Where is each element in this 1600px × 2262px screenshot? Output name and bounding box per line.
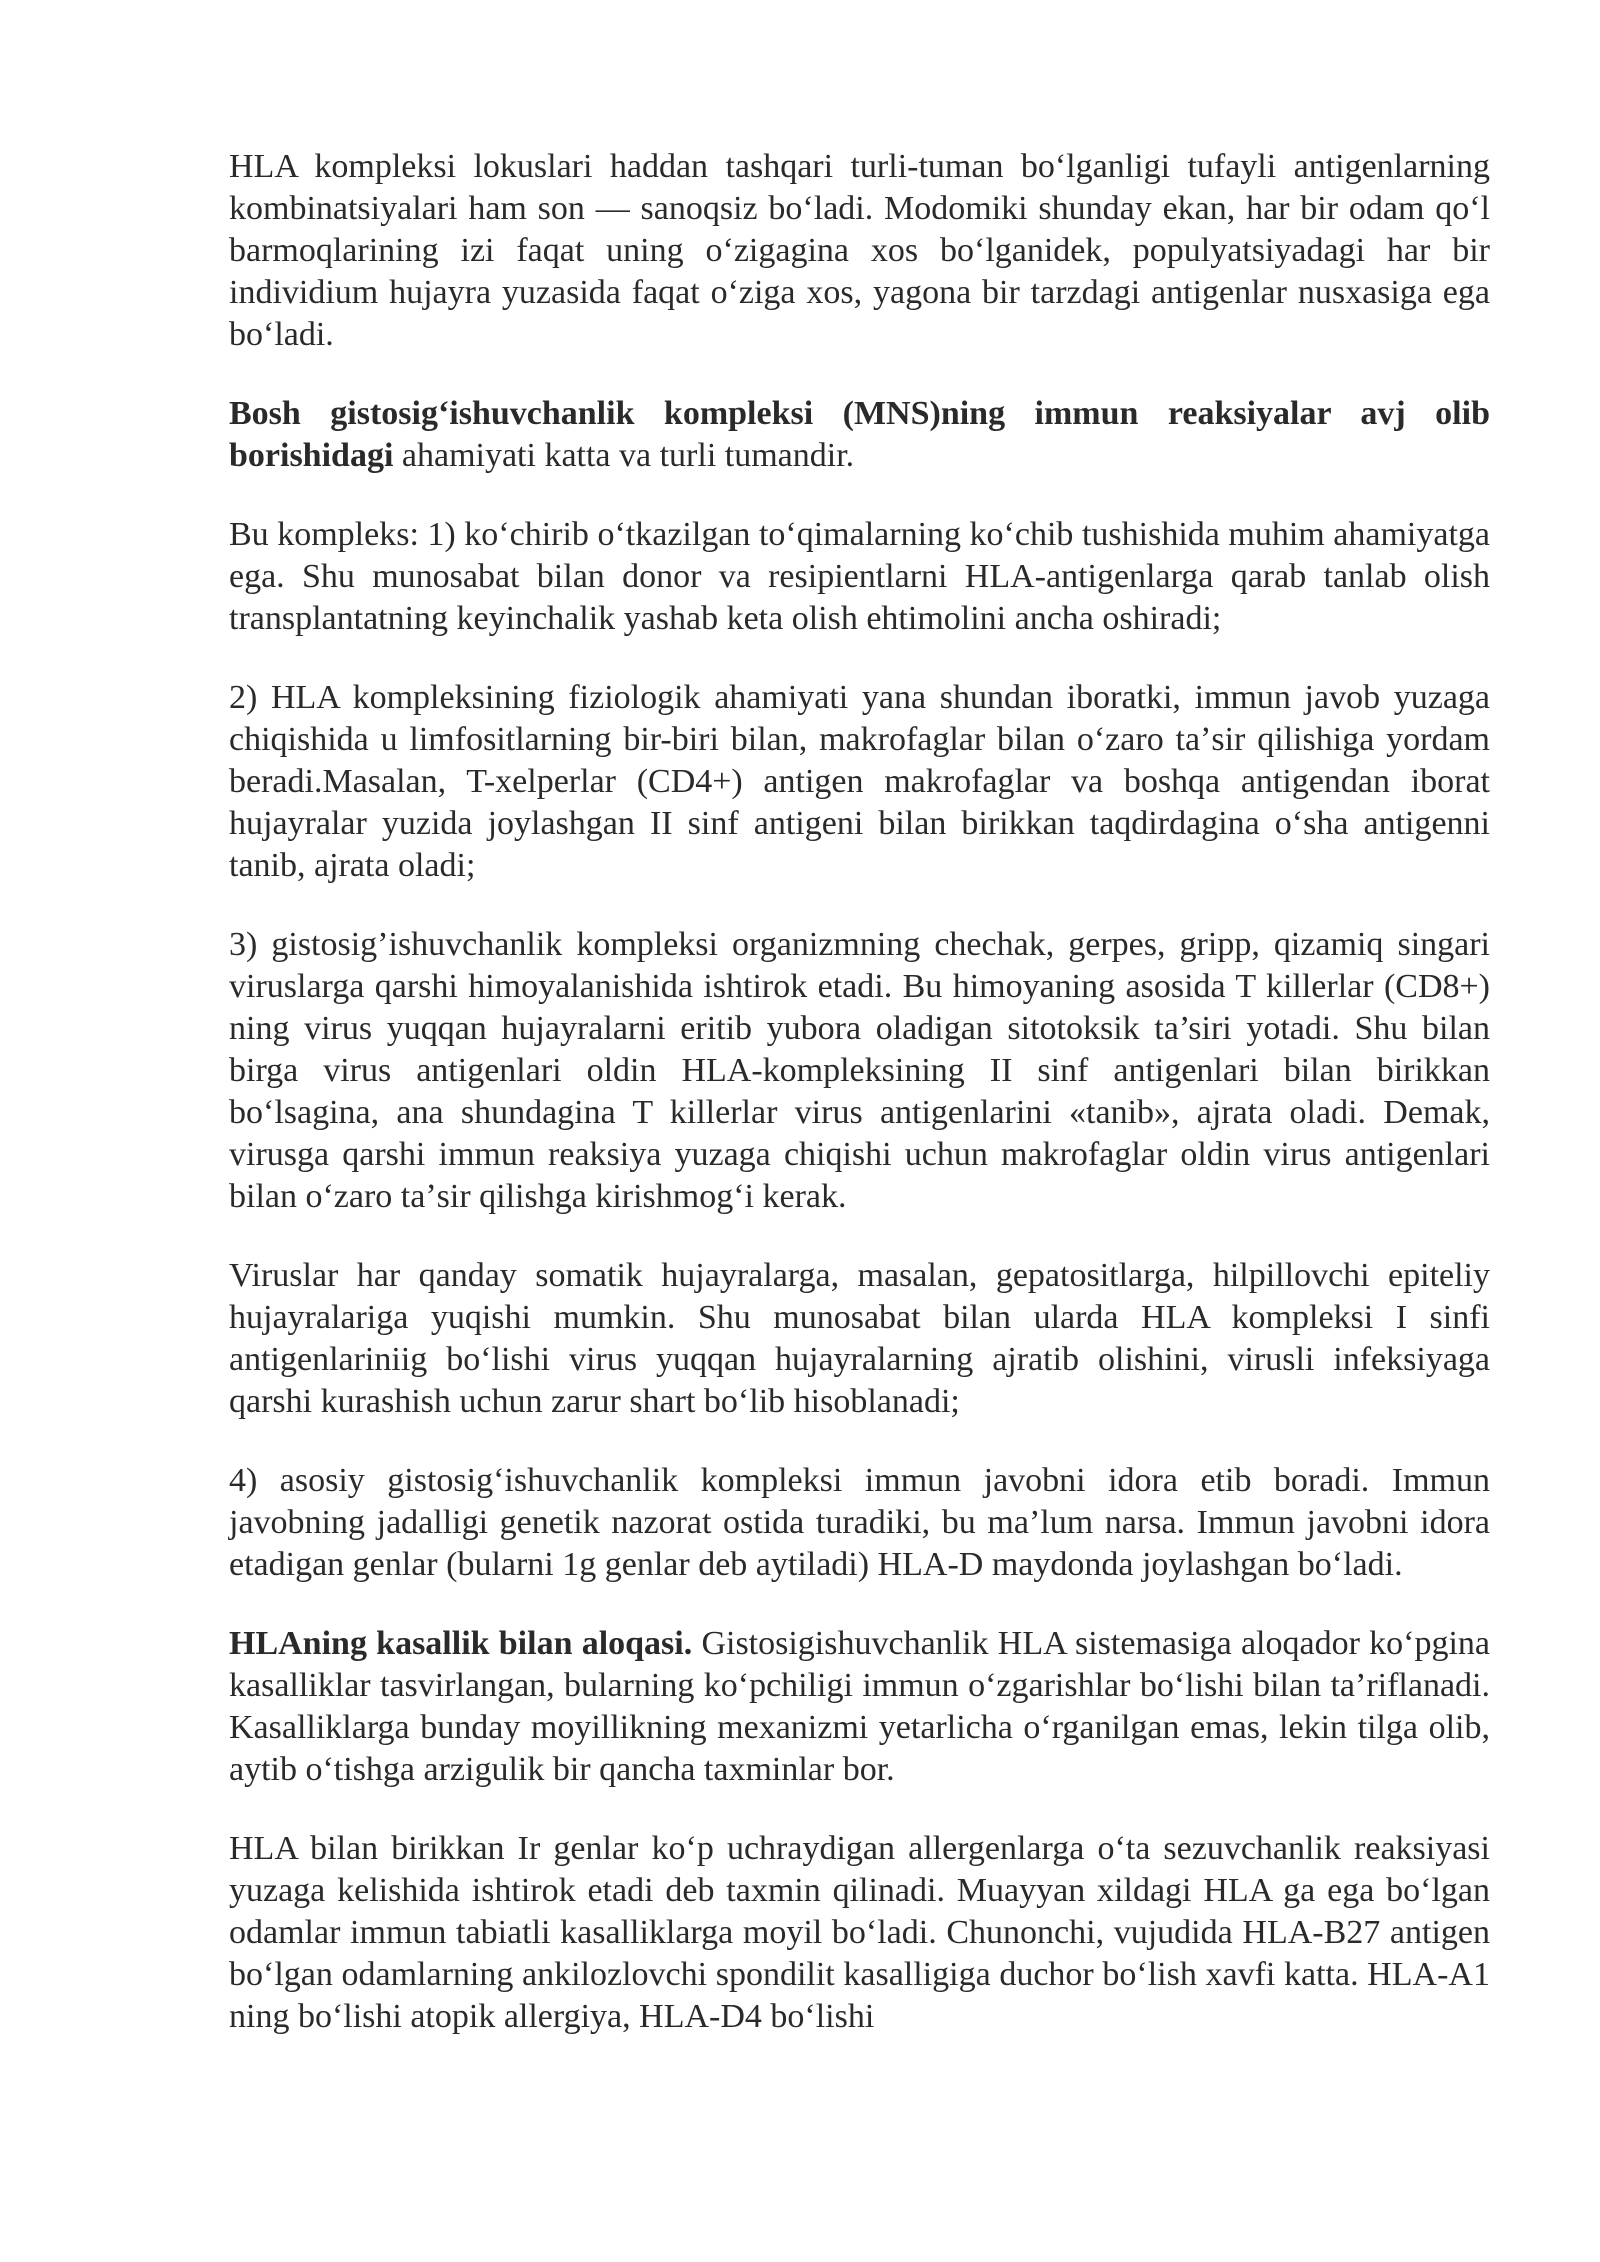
paragraph-hla-diversity: HLA kompleksi lokuslari haddan tashqari turli-tuman boʻlganligi tufayli antigenlarning kombinatsiyalari ham son — sanoqsiz boʻladi. Modomiki shunday ekan, har bir odam qoʻl barmoqlarining izi faqat uning oʻzigagina xos boʻlganidek, populyatsiyadagi har bir individium hujayra yuzasida faqat oʻziga xos, yagona bir tarzdagi antigenlar nusxasiga ega boʻladi. (229, 148, 1490, 353)
bold-heading-hla-disease: HLAning kasallik bilan aloqasi. (229, 1625, 693, 1662)
paragraph-point-3-antiviral: 3) gistosig’ishuvchanlik kompleksi organizmning chechak, gerpes, gripp, qizamiq singari viruslarga qarshi himoyalanishida ishtirok etadi. Bu himoyaning asosida T killerlar (CD8+) ning virus yuqqan hujayralarni eritib yubora oladigan sitotoksik ta’siri yotadi. Shu bilan birga virus antigenlari oldin HLA-kompleksining II sinf antigenlari bilan birikkan boʻlsagina, ana shundagina T killerlar virus antigenlarini «tanib», ajrata oladi. Demak, virusga qarshi immun reaksiya yuzaga chiqishi uchun makrofaglar oldin virus antigenlari bilan oʻzaro taʼsir qilishga kirishmogʻi kerak. (229, 926, 1490, 1215)
document-page (229, 146, 1490, 2075)
paragraph-mns-significance (229, 393, 1490, 477)
bold-heading-mns: Bosh gistosigʻishuvchanlik kompleksi (MNS)ning immun reaksiyalar avj olib borishidagi (229, 395, 1490, 474)
paragraph-hla-disease (229, 1623, 1490, 1791)
paragraph-ir-genes: HLA bilan birikkan Ir genlar ko‘p uchraydigan allergenlarga oʻta sezuvchanlik reaksiyasi yuzaga kelishida ishtirok etadi deb taxmin qilinadi. Muayyan xildagi HLA ga ega boʻlgan odamlar immun tabiatli kasalliklarga moyil boʻladi. Chunonchi, vujudida HLA-B27 antigen boʻlgan odamlarning ankilozlovchi spondilit kasalligiga duchor boʻlish xavfi katta. HLA-A1 ning boʻlishi atopik allergiya, HLA-D4 boʻlishi (229, 1830, 1490, 2035)
paragraph-hla-disease-text: Gistosigishuvchanlik HLA sistemasiga aloqador koʻpgina kasalliklar tasvirlangan, bularning koʻpchiligi immun oʻzgarishlar boʻlishi bilan ta’riflanadi. Kasalliklarga bunday moyillikning mexanizmi yetarlicha oʻrganilgan emas, lekin tilga olib, aytib oʻtishga arzigulik bir qancha taxminlar bor. (229, 1625, 1490, 1788)
paragraph-point-1-transplant: Bu kompleks: 1) koʻchirib oʻtkazilgan toʻqimalarning koʻchib tushishida muhim ahamiyatga ega. Shu munosabat bilan donor va resipientlarni HLA-antigenlarga qarab tanlab olish transplantatning keyinchalik yashab keta olish ehtimolini ancha oshiradi; (229, 516, 1490, 637)
paragraph-mns-text: ahamiyati katta va turli tumandir. (393, 437, 855, 474)
paragraph-viruses-somatic: Viruslar har qanday somatik hujayralarga, masalan, gepatositlarga, hilpillovchi epiteliy hujayralariga yuqishi mumkin. Shu munosabat bilan ularda HLA kompleksi I sinfi antigenlariniig boʻlishi virus yuqqan hujayralarning ajratib olishini, virusli infeksiyaga qarshi kurashish uchun zarur shart boʻlib hisoblanadi; (229, 1257, 1490, 1420)
paragraph-point-2-physiology: 2) HLA kompleksining fiziologik ahamiyati yana shundan iboratki, immun javob yuzaga chiqishida u limfositlarning bir-biri bilan, makrofaglar bilan oʻzaro taʼsir qilishiga yordam beradi.Masalan, T-xelperlar (CD4+) antigen makrofaglar va boshqa antigendan iborat hujayralar yuzida joylashgan II sinf antigeni bilan birikkan taqdirdagina oʻsha antigenni tanib, ajrata oladi; (229, 679, 1490, 884)
paragraph-point-4-regulation: 4) asosiy gistosigʻishuvchanlik kompleksi immun javobni idora etib boradi. Immun javobning jadalligi genetik nazorat ostida turadiki, bu ma’lum narsa. Immun javobni idora etadigan genlar (bularni 1g genlar deb aytiladi) HLA-D maydonda joylashgan boʻladi. (229, 1462, 1490, 1583)
